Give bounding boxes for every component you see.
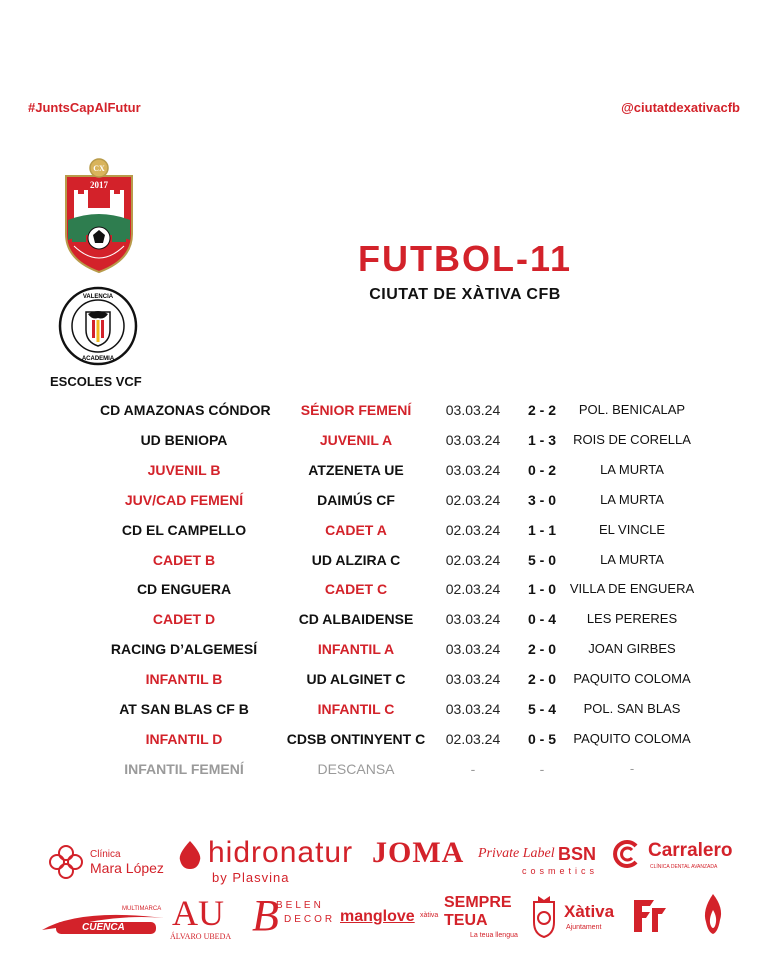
title-block	[300, 238, 630, 304]
match-row	[0, 695, 768, 725]
match-row	[0, 456, 768, 486]
ciutat-de-xativa-crest-logo	[60, 158, 138, 274]
vcf-academia-badge-logo	[58, 286, 138, 366]
match-row	[0, 755, 768, 785]
home-team: INFANTIL FEMENÍ	[124, 760, 244, 777]
away-team: DESCANSA	[317, 760, 395, 777]
home-team: JUVENIL B	[147, 461, 221, 478]
match-venue: PAQUITO COLOMA	[573, 730, 691, 746]
away-team: SÉNIOR FEMENÍ	[300, 402, 412, 418]
match-date: 03.03.24	[445, 641, 501, 658]
joma-logo: JOMA	[372, 836, 465, 869]
match-score: 1 - 3	[527, 431, 556, 448]
ffcv-logo	[630, 896, 670, 941]
match-score: 1 - 0	[527, 581, 556, 598]
sponsor-text: ÁLVARO UBEDA	[170, 932, 232, 941]
match-score: 5 - 0	[527, 551, 556, 568]
match-date: 02.03.24	[445, 581, 501, 598]
match-score: 0 - 5	[527, 730, 556, 747]
match-venue: PAQUITO COLOMA	[573, 671, 691, 687]
social-handle: @ciutatdexativacfb	[621, 100, 740, 115]
match-score: 2 - 0	[527, 641, 556, 658]
home-team: RACING D’ALGEMESÍ	[110, 641, 258, 658]
sponsor-text: AU	[172, 893, 224, 933]
sponsor-text: MULTIMARCA	[122, 906, 162, 912]
match-score: 3 - 0	[527, 491, 556, 508]
match-score: 0 - 2	[527, 461, 556, 478]
carralero-c-icon	[610, 838, 642, 870]
svg-text:CX: CX	[93, 164, 105, 173]
match-date: 02.03.24	[445, 491, 501, 508]
away-team: INFANTIL C	[317, 701, 395, 717]
home-team: CD ENGUERA	[136, 581, 232, 598]
away-team: ATZENETA UE	[308, 461, 404, 478]
match-score: 2 - 2	[527, 402, 556, 418]
sponsor-text: hidronatur	[208, 836, 354, 869]
sponsor-text: xàtiva	[420, 912, 439, 919]
sponsor-text: Carralero	[648, 840, 733, 861]
match-venue: LA MURTA	[600, 461, 664, 477]
match-row	[0, 665, 768, 695]
home-team: INFANTIL B	[145, 671, 223, 688]
match-date: 03.03.24	[445, 461, 501, 478]
match-score: 5 - 4	[527, 701, 556, 717]
away-team: CD ALBAIDENSE	[298, 611, 414, 628]
match-venue: LES PERERES	[586, 611, 678, 627]
sponsor-text: Private Label	[478, 846, 555, 861]
match-date: 02.03.24	[445, 551, 501, 568]
sponsor-text: TEUA	[444, 912, 488, 929]
match-date: 03.03.24	[445, 431, 501, 448]
match-score: -	[539, 760, 545, 777]
svg-text:VALENCIA: VALENCIA	[82, 294, 114, 300]
page-title: FUTBOL-11	[357, 238, 572, 279]
flame-icon	[698, 892, 728, 936]
sponsor-text: Xàtiva	[564, 902, 615, 921]
home-team: CADET B	[152, 551, 216, 568]
away-team: INFANTIL A	[317, 641, 395, 658]
sponsor-text: CUENCA	[82, 922, 125, 933]
page-subtitle: CIUTAT DE XÀTIVA CFB	[369, 286, 561, 303]
match-row	[0, 486, 768, 516]
match-date: 02.03.24	[445, 521, 501, 538]
match-score: 2 - 0	[527, 671, 556, 688]
sponsor-text: manglove	[340, 908, 415, 925]
flame-emblem-logo	[698, 892, 728, 941]
sponsor-text: Clínica	[90, 849, 121, 860]
match-date: 03.03.24	[445, 402, 501, 418]
xativa-shield-icon	[530, 894, 558, 938]
hashtag: #JuntsCapAlFutur	[28, 100, 141, 115]
sponsor-text: SEMPRE	[444, 894, 512, 911]
ffcv-icon	[630, 896, 670, 936]
match-row	[0, 516, 768, 546]
match-venue: VILLA DE ENGUERA	[569, 581, 695, 597]
match-venue: ROIS DE CORELLA	[573, 431, 691, 447]
match-venue: LA MURTA	[600, 491, 664, 507]
sponsor-text: BELEN	[276, 900, 324, 911]
match-score: 1 - 1	[527, 521, 556, 538]
match-row	[0, 546, 768, 576]
match-row	[0, 426, 768, 456]
away-team: JUVENIL A	[319, 431, 393, 448]
home-team: UD BENIOPA	[140, 431, 228, 448]
match-date: -	[470, 760, 476, 777]
home-team: AT SAN BLAS CF B	[119, 701, 249, 717]
match-venue: POL. SAN BLAS	[583, 701, 681, 716]
flower-icon	[46, 842, 86, 882]
match-venue: EL VINCLE	[599, 521, 665, 537]
sponsor-text: DECOR	[284, 914, 336, 925]
match-venue: JOAN GIRBES	[588, 641, 676, 657]
sponsor-text: cosmetics	[522, 866, 599, 876]
away-team: CDSB ONTINYENT C	[286, 730, 426, 747]
sponsor-text: Ajuntament	[566, 924, 602, 931]
sponsor-text: CLÍNICA DENTAL AVANZADA	[650, 864, 718, 870]
match-venue: POL. BENICALAP	[578, 402, 686, 417]
sponsors-strip: Clínica Mara López hidronatur by Plasvina JOMA Private Label BSN cosmetics Carralero CLÍNICA DENTAL AVANZADA MULTIMARCA CUENCA AU ÁLVARO UBEDA B BELEN DECOR manglove xàtiva SEMPRE TEUA La teua llengua Xàtiva Ajuntament	[0, 830, 768, 950]
home-team: CD EL CAMPELLO	[121, 521, 247, 538]
match-row	[0, 635, 768, 665]
drop-icon	[176, 840, 204, 870]
away-team: DAIMÚS CF	[317, 491, 395, 508]
sponsor-text: Mara López	[90, 860, 164, 876]
home-team: JUV/CAD FEMENÍ	[124, 491, 244, 508]
away-team: UD ALZIRA C	[311, 551, 401, 568]
match-row	[0, 725, 768, 755]
match-row	[0, 396, 768, 426]
match-row	[0, 605, 768, 635]
away-team: CADET A	[325, 521, 387, 538]
match-row	[0, 575, 768, 605]
sponsor-text: BSN	[558, 844, 597, 864]
svg-text:2017: 2017	[90, 180, 108, 190]
escoles-vcf-label: ESCOLES VCF	[50, 374, 142, 389]
sponsor-text: by Plasvina	[212, 870, 290, 885]
match-date: 03.03.24	[445, 701, 501, 717]
home-team: CADET D	[152, 611, 216, 628]
match-date: 03.03.24	[445, 671, 501, 688]
match-date: 03.03.24	[445, 611, 501, 628]
away-team: UD ALGINET C	[306, 671, 406, 688]
match-venue: LA MURTA	[600, 551, 664, 567]
match-venue: -	[629, 760, 635, 776]
match-score: 0 - 4	[527, 611, 556, 628]
match-date: 02.03.24	[445, 730, 501, 747]
svg-text:ACADEMIA: ACADEMIA	[81, 356, 115, 362]
sponsor-text: La teua llengua	[470, 932, 518, 939]
away-team: CADET C	[324, 581, 388, 598]
home-team: CD AMAZONAS CÓNDOR	[100, 402, 271, 418]
home-team: INFANTIL D	[145, 730, 223, 747]
